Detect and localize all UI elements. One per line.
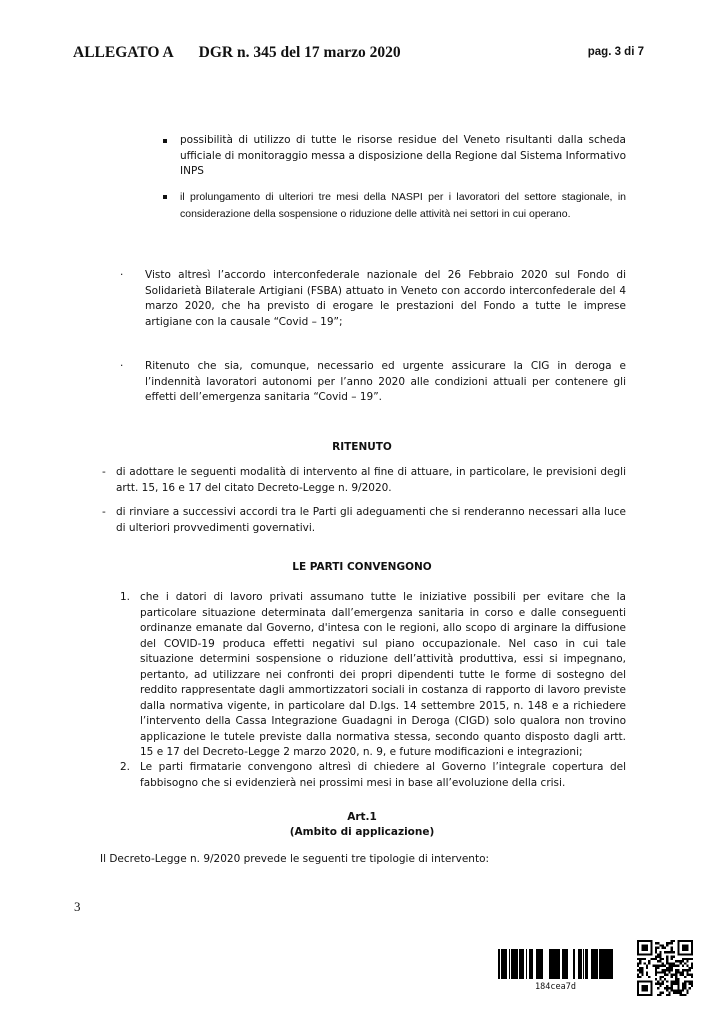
document-header xyxy=(73,44,401,62)
item-number: 2. xyxy=(120,761,131,773)
dash-bullet-icon: - xyxy=(102,466,106,478)
convengono-item: 1. che i datori di lavoro privati assumano tutte le iniziative possibili per evitare che la particolare situazione determinata dall’emergenza sanitaria in corso e dalle conseguenti ordinanze emanate dal Governo, d'intesa con le regioni, allo scopo di arginare la diffusione del COVID-19 produca effetti negativi sul piano occupazionale. Nel caso in cui tale situazione determini sospensione o riduzione dell’attività produttiva, essi si impegnano, pertanto, ad utilizzare nei confronti dei propri dipendenti tutte le forme di sostegno del reddito rappresentate dagli ammortizzatori sociali in costanza di rapporto di lavoro previste dalla normativa vigente, in particolare dal D.lgs. 14 settembre 2015, n. 148 e a richiedere l’intervento della Cassa Integrazione Guadagni in Deroga (CIGD) solo qualora non trovino applicazione le tutele previste dalla normativa stessa, secondo quanto disposto dagli artt. 15 e 17 del Decreto-Legge 2 marzo 2020, n. 9, e future modificazioni e integrazioni; xyxy=(120,591,626,758)
attachment-label: ALLEGATO A xyxy=(73,44,173,61)
dash-bullet-icon: - xyxy=(102,506,106,518)
dgr-reference: DGR n. 345 del 17 marzo 2020 xyxy=(198,44,401,61)
article-title: (Ambito di applicazione) xyxy=(289,826,435,838)
barcode-image xyxy=(497,949,614,979)
dot-bullet-icon: · xyxy=(120,269,124,281)
page-number: 3 xyxy=(74,899,81,914)
dot-bullet-item: · Visto altresì l’accordo interconfederale nazionale del 26 Febbraio 2020 sul Fondo di Solidarietà Bilaterale Artigiani (FSBA) attuato in Veneto con accordo interconfederale del 4 marzo 2020, che ha previsto di erogare le prestazioni del Fondo a tutte le imprese artigiane con la causale “Covid – 19”; xyxy=(120,269,626,328)
qr-code-image xyxy=(637,940,693,996)
page-indicator: pag. 3 di 7 xyxy=(587,46,644,58)
ritenuto-item: - di adottare le seguenti modalità di intervento al fine di attuare, in particolare, le previsioni degli artt. 15, 16 e 17 del citato Decreto-Legge n. 9/2020. xyxy=(102,466,626,494)
dot-bullet-icon: · xyxy=(120,360,124,372)
square-bullet-icon xyxy=(163,139,167,143)
convengono-heading: LE PARTI CONVENGONO xyxy=(292,561,432,573)
article-intro: Il Decreto-Legge n. 9/2020 prevede le seguenti tre tipologie di intervento: xyxy=(100,853,490,865)
article-number: Art.1 xyxy=(347,811,377,823)
dot-bullet-item: · Ritenuto che sia, comunque, necessario ed urgente assicurare la CIG in deroga e l’indennità lavoratori autonomi per l’anno 2020 alle condizioni attuali per contenere gli effetti dell’emergenza sanitaria “Covid – 19”. xyxy=(120,360,626,403)
ritenuto-item: - di rinviare a successivi accordi tra le Parti gli adeguamenti che si renderanno necessari alla luce di ulteriori provvedimenti governativi. xyxy=(102,506,626,534)
square-bullet-item: possibilità di utilizzo di tutte le risorse residue del Veneto risultanti dalla scheda ufficiale di monitoraggio messa a disposizione della Regione dal Sistema Informativo INPS xyxy=(180,133,626,180)
square-bullet-icon xyxy=(163,195,167,199)
item-number: 1. xyxy=(120,591,131,603)
barcode-text: 184cea7d xyxy=(535,982,576,992)
convengono-item: 2. Le parti firmatarie convengono altresì di chiedere al Governo l’integrale copertura del fabbisogno che si evidenzierà nei prossimi mesi in base all’evoluzione della crisi. xyxy=(120,761,626,789)
square-bullet-item: il prolungamento di ulteriori tre mesi della NASPI per i lavoratori del settore stagionale, in considerazione della sospensione o riduzione delle attività nei settori in cui operano. xyxy=(180,189,626,223)
ritenuto-heading: RITENUTO xyxy=(332,441,392,453)
